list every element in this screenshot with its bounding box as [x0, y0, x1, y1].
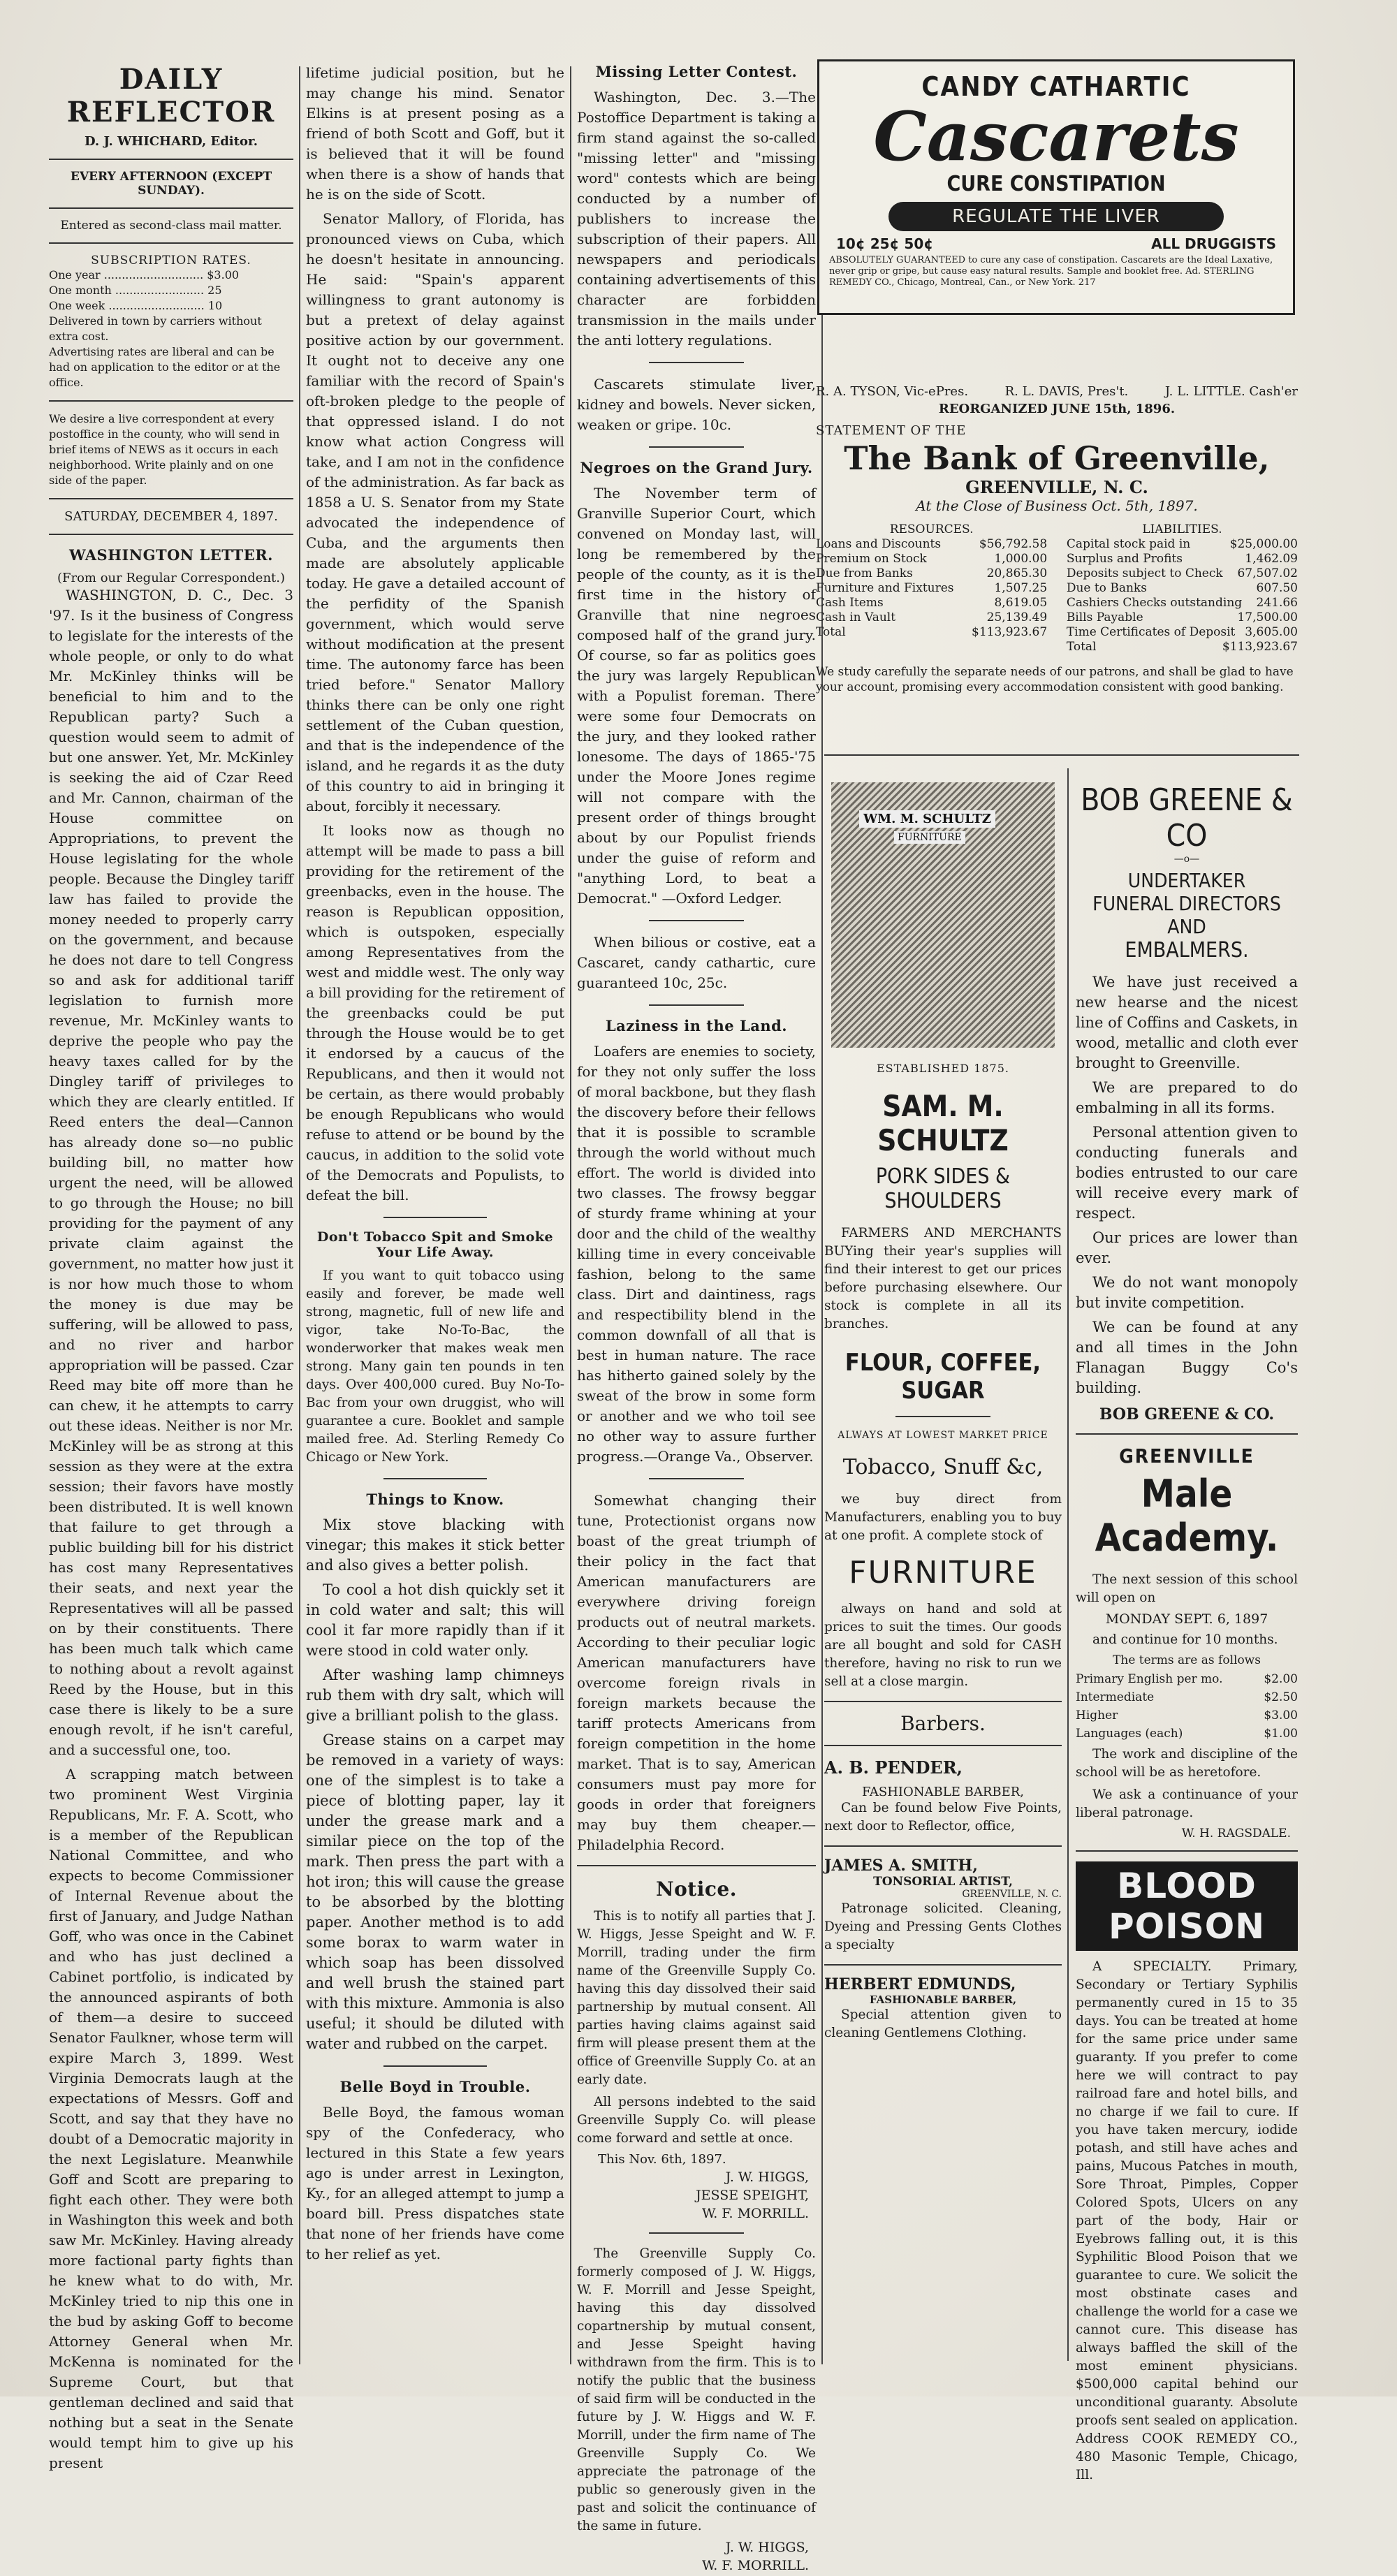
resource-value: 1,507.25 [994, 581, 1048, 595]
washington-letter-body-2: A scrapping match between two prominent West Virginia Republicans, Mr. F. A. Scott, who is a member of the Republican National Committee, and who expects to become Commissioner of Internal Revenue about the first of January, and Judge Nathan Goff, who was once in the Cabinet and who has just declined a Cabinet portfolio, is indicated by the announced aspirants of both of them—a desire to succeed Senator Faulkner, whose term will expire March 3, 1899. West Virginia Democrats laugh at the expectations of Messrs. Goff and Scott, and say that they have no doubt of a Democratic majority in the next Legislature. Meanwhile Goff and Scott are preparing to fight each other. They were both in Washington this week and both saw Mr. McKinley. Having already more factional party fights than he knew what to do with, Mr. McKinley tried to nip this one in the bud by asking Goff to become Attorney General when Mr. McKenna is nominated for the Supreme Court, but that gentleman declined and said that nothing but a seat in the Senate would tempt him to give up his present [49, 1766, 293, 2471]
bank-liabilities [1067, 522, 1298, 654]
tobacco-line: Tobacco, Snuff &c, [842, 1455, 1044, 1479]
fee-label: Higher [1076, 1708, 1118, 1722]
article-continued: lifetime judicial position, but he may change his mind. Senator Elkins is at present posing as a friend of both Scott and Goff, but it is believed that it will be found when there is a show of hands that he is on the side of Scott. [306, 64, 564, 203]
liability-value: 241.66 [1256, 596, 1298, 610]
resource-value: $56,792.58 [979, 537, 1048, 551]
bob-paragraph-4: Our prices are lower than ever. [1076, 1229, 1298, 1266]
store-sign-2: FURNITURE [894, 831, 965, 844]
notice-date: This Nov. 6th, 1897. [598, 2152, 726, 2167]
resource-value: $113,923.67 [972, 625, 1048, 639]
mail-matter: Entered as second-class mail matter. [60, 219, 282, 233]
column-rule [1067, 768, 1069, 2361]
bank-vp: R. A. TYSON, Vic-ePres. [816, 384, 969, 399]
liability-label: Cashiers Checks outstanding [1066, 596, 1243, 610]
tip-hot-dish: To cool a hot dish quickly set it in cold water and salt; this will cool it far more rapidly than if it were stood in cold water only. [306, 1581, 564, 1659]
bob-paragraph-2: We are prepared to do embalming in all its forms. [1076, 1079, 1298, 1116]
schultz-name: SAM. M. SCHULTZ [877, 1089, 1009, 1157]
funeral-directors: FUNERAL DIRECTORS AND [1092, 892, 1281, 938]
rates-list [49, 268, 293, 390]
liability-value: $25,000.00 [1229, 537, 1298, 551]
resource-label: Premium on Stock [816, 552, 927, 566]
pork-line: PORK SIDES & SHOULDERS [875, 1164, 1011, 1213]
academy-name: Male Academy. [1095, 1472, 1279, 1560]
resource-value: 20,865.30 [986, 566, 1048, 580]
liability-label: Bills Payable [1066, 610, 1143, 624]
divider [649, 362, 745, 363]
grand-jury-heading: Negroes on the Grand Jury. [580, 459, 813, 476]
column-1 [49, 63, 293, 2478]
column-rule [299, 66, 300, 2364]
bilious-notice: When bilious or costive, eat a Cascaret, candy cathartic, cure guaranteed 10c, 25c. [577, 934, 816, 991]
cascarets-tagline: CANDY CATHARTIC [921, 71, 1191, 102]
divider [895, 1416, 990, 1417]
resource-row [816, 537, 1047, 552]
blood-poison-title: BLOOD POISON [1076, 1861, 1298, 1951]
resource-label: Due from Banks [816, 566, 913, 580]
pender-title: FASHIONABLE BARBER, [861, 1785, 1025, 1799]
rate-week: One week ........................... 10 [49, 299, 223, 312]
academy-signature: W. H. RAGSDALE. [1181, 1827, 1291, 1840]
academy-intro: The next session of this school will open on [1076, 1572, 1298, 1605]
mallory-paragraph: Senator Mallory, of Florida, has pronounced views on Cuba, which he doesn't hesitate in announcing. He said: "Spain's apparent willingness to grant autonomy is but a pretext of delay against positive action by our government. It ought not to deceive any one familiar with the record of Spain's oft-broken pledge to the people of that oppressed island. I do not know what action Congress will take, and I am not in the confidence of the administration. As far back as 1858 a U. S. Senator from my State advocated the independence of Cuba, and the arguments then made are absolutely applicable today. He gave a detailed account of the perfidity of the Spanish government, which would serve without modification at the present time. The autonomy farce has been tried before." Senator Mallory thinks there can be only one right settlement of the Cuban question, and that is the independence of the island, and he regards it as the duty of this country to aid in bringing it about, forcibly it necessary. [306, 210, 564, 814]
rate-advertising: Advertising rates are liberal and can be had on application to the editor or at the office. [49, 345, 281, 389]
academy-fee-table [1076, 1670, 1298, 1743]
academy-patronage: We ask a continuance of your liberal patronage. [1076, 1787, 1298, 1820]
smith-paragraph: Patronage solicited. Cleaning, Dyeing and Pressing Gents Clothes a specialty [824, 1901, 1062, 1952]
divider [383, 1478, 487, 1479]
bank-president: R. L. DAVIS, Pres't. [1004, 384, 1129, 399]
divider [824, 1745, 1062, 1746]
smith-title: TONSORIAL ARTIST, [873, 1875, 1013, 1889]
academy-city: GREENVILLE [1119, 1444, 1255, 1468]
liability-row [1067, 552, 1298, 566]
column-2 [306, 63, 564, 2269]
bob-paragraph-5: We do not want monopoly but invite competition. [1076, 1274, 1298, 1311]
bank-cashier: J. L. LITTLE. Cash'er [1164, 384, 1298, 399]
liability-value: 67,507.02 [1237, 566, 1298, 580]
liability-row [1067, 610, 1298, 625]
flour-line: FLOUR, COFFEE, SUGAR [844, 1349, 1041, 1405]
cascarets-logo: Cascarets [873, 97, 1239, 176]
washington-letter-body: WASHINGTON, D. C., Dec. 3 '97. Is it the business of Congress to legislate for the interests of the whole people, or only to do what Mr. McKinley thinks will be beneficial to him and to the Republican party? Such a question would seem to admit of but one answer. Yet, Mr. McKinley is seeking the aid of Czar Reed and Mr. Cannon, chairman of the House committee on Appropriations, to prevent the House legislating for the whole people. Because the Dingley tariff law has failed to provide the money needed to properly carry on the government, and because he does not dare to tell Congress so and ask for additional tariff legislation to furnish more revenue, Mr. McKinley wants to deprive the people who pay the heavy taxes called for by the Dingley tariff of privileges to which they are clearly entitled. If Reed enters the deal—Cannon has already done so—no public building bill, no matter how urgent the need, will be allowed to go through the House; no bill providing for the payment of any private claim against the government, no matter how just it is nor how much those to whom the money is due may be suffering, will be allowed to pass, and no river and harbor appropriation will be passed. Czar Reed may bite off more than he can chew, it he attempts to carry out these ideas. Neither is nor Mr. McKinley will be as strong at this session as they were at the extra session; their favors have mostly been distributed. It is well known that failure to get through a public building bill for his district has cost many Representatives their seats, and next year the Representatives will all be passed on by their constituents. There has been much talk which came to nothing about a revolt against Reed by the House, but in this case there is likely to be a sure enough revolt, if he isn't careful, and a successful one, too. [49, 587, 293, 1758]
missing-letter-heading: Missing Letter Contest. [595, 63, 798, 80]
bob-greene-name: BOB GREENE & CO [1081, 782, 1293, 854]
resource-row [816, 552, 1047, 566]
column-3 [577, 63, 816, 2576]
liability-value: $113,923.67 [1222, 640, 1298, 654]
fee-row [1076, 1688, 1298, 1706]
liability-row [1067, 596, 1298, 610]
divider [49, 207, 293, 209]
liability-label: Deposits subject to Check [1066, 566, 1223, 580]
washington-letter-heading: WASHINGTON LETTER. [69, 546, 273, 564]
supply-co-notice: The Greenville Supply Co. formerly composed of J. W. Higgs, W. F. Morrill and Jesse Speight, having this day dissolved copartnership by mutual consent, and Jesse Speight having withdrawn from the firm. This is to notify the public that the business of said firm will be conducted in the future by J. W. Higgs and W. F. Morrill, under the firm name of The Greenville Supply Co. We appreciate the patronage of the public so generously given in the past and solicit the continuance of the same in future. [577, 2246, 816, 2533]
bank-resources [816, 522, 1047, 654]
resource-label: Cash in Vault [816, 610, 896, 624]
fee-row [1076, 1725, 1298, 1743]
cascarets-ad [817, 59, 1295, 315]
resource-value: 1,000.00 [994, 552, 1048, 566]
academy-terms: The terms are as follows [1113, 1653, 1261, 1667]
divider [824, 1701, 1062, 1702]
fee-label: Intermediate [1076, 1690, 1155, 1704]
pender-name: A. B. PENDER, [824, 1757, 963, 1778]
greenbacks-paragraph: It looks now as though no attempt will be made to pass a bill providing for the retirement of the greenbacks, even in the house. The reason is Republican opposition, which is outspoken, especially among Representatives from the west and middle west. The only way a bill providing for the retirement of the greenbacks could be put through the House would be to get it endorsed by a caucus of the Republicans, and then it would not be certain, as there would probably be enough Republicans who would refuse to attend or be bound by the caucus, in addition to the solid vote of the Democrats and Populists, to defeat the bill. [306, 822, 564, 1203]
furniture-line: FURNITURE [849, 1555, 1037, 1590]
column-rule [570, 66, 571, 2364]
divider [1076, 1850, 1298, 1852]
liability-value: 607.50 [1256, 581, 1298, 595]
bank-table [816, 522, 1298, 654]
buy-direct: we buy direct from Manufacturers, enabling you to buy at one profit. A complete stock of [824, 1492, 1062, 1543]
fee-value: $2.50 [1264, 1690, 1298, 1704]
liability-label: Time Certificates of Deposit [1066, 625, 1236, 639]
notice-body: This is to notify all parties that J. W. Higgs, Jesse Speight and W. F. Morrill, trading under the firm name of the Greenville Supply Co. having this day dissolved their said partnership by mutual consent. All parties having claims against said firm will please present them at the office of Greenville Supply Co. at an early date. [577, 1909, 816, 2087]
fee-row [1076, 1670, 1298, 1688]
liability-label: Due to Banks [1066, 581, 1147, 595]
liabilities-heading: LIABILITIES. [1142, 522, 1222, 536]
rate-month: One month ......................... 25 [49, 284, 222, 297]
signature: J. W. HIGGS, [725, 2169, 809, 2185]
farmers-paragraph: FARMERS AND MERCHANTS BUYing their year's supplies will find their interest to get our prices before purchasing elsewhere. Our stock is complete in all its branches. [824, 1226, 1062, 1331]
issue-date: SATURDAY, DECEMBER 4, 1897. [64, 509, 278, 524]
barbers-heading: Barbers. [900, 1712, 986, 1735]
liability-label: Total [1066, 640, 1097, 654]
fee-value: $1.00 [1264, 1727, 1298, 1741]
pender-location: Can be found below Five Points, next door to Reflector, office, [824, 1801, 1062, 1834]
liability-label: Capital stock paid in [1066, 537, 1191, 551]
right-column: BOB GREENE & CO —o— UNDERTAKER FUNERAL DIRECTORS AND EMBALMERS. We have just received a new hearse and the nicest line of Coffins and Caskets, in wood, metallic and cloth ever brought to Greenville. We are prepared to do embalming in all its forms. Personal attention given to conducting funerals and bodies entrusted to our care will receive every mark of respect. Our prices are lower than ever. We do not want monopoly but invite competition. We can be found at any and all times in the John Flanagan Buggy Co's building. BOB GREENE & CO. GREENVILLE Male Academy. The next session of this school will open on MONDAY SEPT. 6, 1897 and continue for 10 months. The terms are as follows Primary English per mo. $2.00 Intermediate $2.50 Higher $3.00 Languages (each) $1.00 The work and discipline of the school will be as heretofore. We ask a continuance of your liberal patronage. W. H. RAGSDALE. BLOOD POISON A SPECIALTY. Primary, Secondary or Tertiary Syphilis permanently cured in 15 to 35 days. You can be treated at home for the same price under same guaranty. If you prefer to come here we will contract to pay railroad fare and hotel bills, and no charge if we fail to cure. If you have taken mercury, iodide potash, and still have aches and pains, Mucous Patches in mouth, Sore Throat, Pimples, Copper Colored Spots, Ulcers on any part of the body, Hair or Eyebrows falling out, it is this Syphilitic Blood Poison that we guarantee to cure. We solicit the most obstinate cases and challenge the world for a case we cannot cure. This disease has always baffled the skill of the most eminent physicians. $500,000 capital behind our unconditional guaranty. Absolute proofs sent sealed on application. Address COOK REMEDY CO., 480 Masonic Temple, Chicago, Ill. [1076, 768, 1298, 2375]
edmunds-title: FASHIONABLE BARBER, [869, 1993, 1017, 2006]
liability-value: 1,462.09 [1245, 552, 1298, 566]
lowest-price: ALWAYS AT LOWEST MARKET PRICE [838, 1430, 1048, 1441]
rate-delivery: Delivered in town by carriers without extra cost. [49, 314, 262, 343]
edmunds-name: HERBERT EDMUNDS, [824, 1975, 1016, 1993]
editor-line: D. J. WHICHARD, Editor. [84, 134, 258, 149]
bank-note: We study carefully the separate needs of our patrons, and shall be glad to have your account, promising every accommodation consistent with good banking. [816, 665, 1294, 694]
smith-name: JAMES A. SMITH, [824, 1857, 978, 1875]
signature: W. F. MORRILL. [701, 2558, 809, 2573]
cascarets-notice: Cascarets stimulate liver, kidney and bowels. Never sicken, weaken or gripe. 10c. [577, 376, 816, 433]
divider [824, 1845, 1062, 1847]
store-illustration [831, 782, 1055, 1048]
divider [824, 1964, 1062, 1966]
cascarets-cure: CURE CONSTIPATION [946, 172, 1166, 196]
laziness-body: Loafers are enemies to society, for they not only suffer the loss of moral backbone, but they flash the discovery before their fellows that it is possible to scramble through the world without much effort. The world is divided into two classes. The frowsy beggar of sturdy frame whining at your door and the child of the wealthy killing time in every conceivable fashion, belong to the same class. Dirt and daintiness, rags and respectibility blend in the common downfall of all that is best in human nature. The race has hitherto gained solely by the sweat of the brow in some form or another and we who toil see no other way to assure further progress.—Orange Va., Observer. [577, 1043, 816, 1465]
resource-row [816, 625, 1047, 640]
missing-letter-body: Washington, Dec. 3.—The Postoffice Department is taking a firm stand against the so-called "missing letter" and "missing word" contests which are being conducted by a number of publishers to increase the subscription of their papers. All newspapers and periodicals containing advertisements of this character are forbidden transmission in the mails under the anti lottery regulations. [577, 89, 816, 349]
resource-value: 25,139.49 [986, 610, 1048, 624]
divider [649, 1004, 745, 1006]
divider [49, 400, 293, 402]
divider [649, 446, 745, 448]
liability-value: 3,605.00 [1245, 625, 1298, 639]
belle-boyd-body: Belle Boyd, the famous woman spy of the Confederacy, who lectured in this State a few years ago is under arrest in Lexington, Ky., for an alleged attempt to jump a board bill. Press dispatches state that none of her friends have come to her relief as yet. [306, 2104, 564, 2262]
divider [1076, 1433, 1298, 1435]
grand-jury-body: The November term of Granville Superior Court, which convened on Monday last, will long be remembered by the people of the county, as it is the first time in the history of Granville that nine negroes composed half of the grand jury. Of course, so far as politics goes the jury was largely Republican with a Populist foreman. There were some four Democrats on the jury, and they looked rather lonesome. The days of 1865-'75 under the Moore Jones regime will not compare with the present order of things brought about by our Populist friends under the guise of reform and "anything Lord, to beat a Democrat." —Oxford Ledger. [577, 485, 816, 907]
bank-statement [816, 384, 1298, 740]
divider [49, 159, 293, 160]
resource-label: Cash Items [816, 596, 884, 610]
smith-location: GREENVILLE, N. C. [962, 1889, 1062, 1900]
established: ESTABLISHED 1875. [876, 1062, 1009, 1075]
academy-date: MONDAY SEPT. 6, 1897 [1105, 1611, 1268, 1627]
signature: W. F. MORRILL. [701, 2206, 809, 2221]
edmunds-paragraph: Special attention given to cleaning Gentlemens Clothing. [824, 2007, 1062, 2040]
bank-statement-label: STATEMENT OF THE [816, 423, 967, 438]
bank-close: At the Close of Business Oct. 5th, 1897. [916, 497, 1198, 514]
things-to-know-heading: Things to Know. [366, 1491, 504, 1508]
divider [649, 920, 745, 921]
tip-lamp: After washing lamp chimneys rub them with dry salt, which will give a brilliant polish to the glass. [306, 1667, 564, 1724]
liability-row [1067, 537, 1298, 552]
liability-row [1067, 581, 1298, 596]
signature: JESSE SPEIGHT, [696, 2188, 809, 2203]
undertaker: UNDERTAKER [1127, 869, 1246, 892]
rate-year: One year ............................ $3.00 [49, 268, 240, 281]
cascarets-banner: REGULATE THE LIVER [888, 202, 1224, 231]
schultz-column [824, 768, 1062, 2375]
liability-value: 17,500.00 [1237, 610, 1298, 624]
bob-signature: BOB GREENE & CO. [1099, 1405, 1275, 1424]
divider [49, 498, 293, 499]
embalmers: EMBALMERS. [1125, 938, 1249, 963]
liability-label: Surplus and Profits [1066, 552, 1183, 566]
cascarets-prices: 10¢ 25¢ 50¢ [836, 235, 934, 252]
academy-continue: and continue for 10 months. [1092, 1632, 1278, 1647]
tip-grease: Grease stains on a carpet may be removed in a variety of ways: one of the simplest is to take a piece of blotting paper, lay it under the grease mark and a similar piece on the top of the mark. Then press the part with a hot iron; this will cause the grease to be absorbed by the blotting paper. Another method is to add some borax to warm water in which soap has been dissolved and well brush the stained part with this mixture. Ammonia is also useful; it should be diluted with water and rubbed on the carpet. [306, 1732, 564, 2052]
bob-paragraph-1: We have just received a new hearse and the nicest line of Coffins and Caskets, in wood, metallic and cloth ever brought to Greenville. [1076, 974, 1298, 1071]
furniture-paragraph: always on hand and sold at prices to suit the times. Our goods are all bought and sold for CASH therefore, having no risk to run we sell at a close margin. [824, 1602, 1062, 1689]
masthead: DAILY REFLECTOR [66, 63, 276, 129]
resource-label: Furniture and Fixtures [816, 581, 954, 595]
correspondent-notice: We desire a live correspondent at every postoffice in the county, who will send in brief items of NEWS as it occurs in each neighborhood. Write plainly and on one side of the paper. [49, 412, 280, 487]
liability-row [1067, 625, 1298, 640]
fee-row [1076, 1706, 1298, 1725]
divider [49, 242, 293, 244]
bank-reorganized: REORGANIZED JUNE 15th, 1896. [938, 402, 1176, 416]
divider [49, 534, 293, 535]
divider [577, 1865, 816, 1866]
resource-row [816, 566, 1047, 581]
protectionist-paragraph: Somewhat changing their tune, Protectionist organs now boast of the great triumph of their policy in the fact that American manufacturers are everywhere driving foreign products out of neutral markets. According to their peculiar logic American manufacturers have overcome foreign rivals in foreign markets because the tariff protects Americans from foreign competition in the home market. That is to say, American consumers must pay more for goods in order that foreigners may buy them cheaper.—Philadelphia Record. [577, 1492, 816, 1853]
liability-row [1067, 640, 1298, 654]
fee-label: Primary English per mo. [1076, 1672, 1223, 1686]
liability-row [1067, 566, 1298, 581]
divider [824, 754, 1299, 756]
laziness-heading: Laziness in the Land. [605, 1017, 788, 1034]
notice-heading: Notice. [656, 1878, 737, 1901]
bob-paragraph-3: Personal attention given to conducting funerals and bodies entrusted to our care will receive every mark of respect. [1076, 1124, 1298, 1222]
resource-row [816, 596, 1047, 610]
blood-poison-body: A SPECIALTY. Primary, Secondary or Tertiary Syphilis permanently cured in 15 to 35 days. You can be treated at home for the same price under same guaranty. If you prefer to come here we will contract to pay railroad fare and hotel bills, and no charge if we fail to cure. If you have taken mercury, iodide potash, and still have aches and pains, Mucous Patches in mouth, Sore Throat, Pimples, Copper Colored Spots, Ulcers on any part of the body, Hair or Eyebrows falling out, it is this Syphilitic Blood Poison that we guarantee to cure. We solicit the most obstinate cases and challenge the world for a case we cannot cure. This disease has always baffled the skill of the most eminent physicians. $500,000 capital behind our unconditional guaranty. Absolute proofs sent sealed on application. Address COOK REMEDY CO., 480 Masonic Temple, Chicago, Ill. [1076, 1959, 1298, 2482]
resource-row [816, 610, 1047, 625]
academy-discipline: The work and discipline of the school will be as heretofore. [1076, 1747, 1298, 1780]
notice-body-2: All persons indebted to the said Greenville Supply Co. will please come forward and settle at once. [577, 2095, 816, 2146]
cascarets-druggists: ALL DRUGGISTS [1151, 235, 1276, 252]
tobacco-heading: Don't Tobacco Spit and Smoke Your Life Away. [316, 1229, 554, 1260]
byline: (From our Regular Correspondent.) [57, 571, 286, 585]
fee-value: $3.00 [1264, 1708, 1298, 1722]
publication-schedule: EVERY AFTERNOON (EXCEPT SUNDAY). [70, 170, 272, 198]
tobacco-ad: If you want to quit tobacco using easily and forever, be made well strong, magnetic, full of new life and vigor, take No-To-Bac, the wonderworker that makes weak men strong. Many gain ten pounds in ten days. Over 400,000 cured. Buy No-To-Bac from your own druggist, who will guarantee a cure. Booklet and sample mailed free. Ad. Sterling Remedy Co Chicago or New York. [306, 1268, 564, 1465]
resource-label: Loans and Discounts [816, 537, 942, 551]
resource-label: Total [816, 625, 846, 639]
store-sign: WM. M. SCHULTZ [859, 810, 995, 828]
fee-value: $2.00 [1264, 1672, 1298, 1686]
rates-heading: SUBSCRIPTION RATES. [91, 254, 251, 268]
divider [383, 2065, 487, 2067]
bob-paragraph-6: We can be found at any and all times in the John Flanagan Buggy Co's building. [1076, 1319, 1298, 1396]
bank-name: The Bank of Greenville, [844, 439, 1270, 477]
signature: J. W. HIGGS, [725, 2540, 809, 2555]
resource-value: 8,619.05 [994, 596, 1048, 610]
divider [383, 1217, 487, 1218]
fee-label: Languages (each) [1076, 1727, 1183, 1741]
bank-city: GREENVILLE, N. C. [965, 477, 1148, 497]
divider [649, 2232, 745, 2234]
tip-stove: Mix stove blacking with vinegar; this makes it stick better and also gives a better polish. [306, 1516, 564, 1574]
belle-boyd-heading: Belle Boyd in Trouble. [339, 2078, 531, 2095]
divider [649, 1478, 745, 1479]
resources-heading: RESOURCES. [889, 522, 974, 536]
resource-row [816, 581, 1047, 596]
cascarets-guarantee: ABSOLUTELY GUARANTEED to cure any case of constipation. Cascarets are the Ideal Laxative, never grip or gripe, but cause easy natural results. Sample and booklet free. Ad. STERLING REMEDY CO., Chicago, Montreal, Can., or New York. 217 [829, 255, 1273, 288]
